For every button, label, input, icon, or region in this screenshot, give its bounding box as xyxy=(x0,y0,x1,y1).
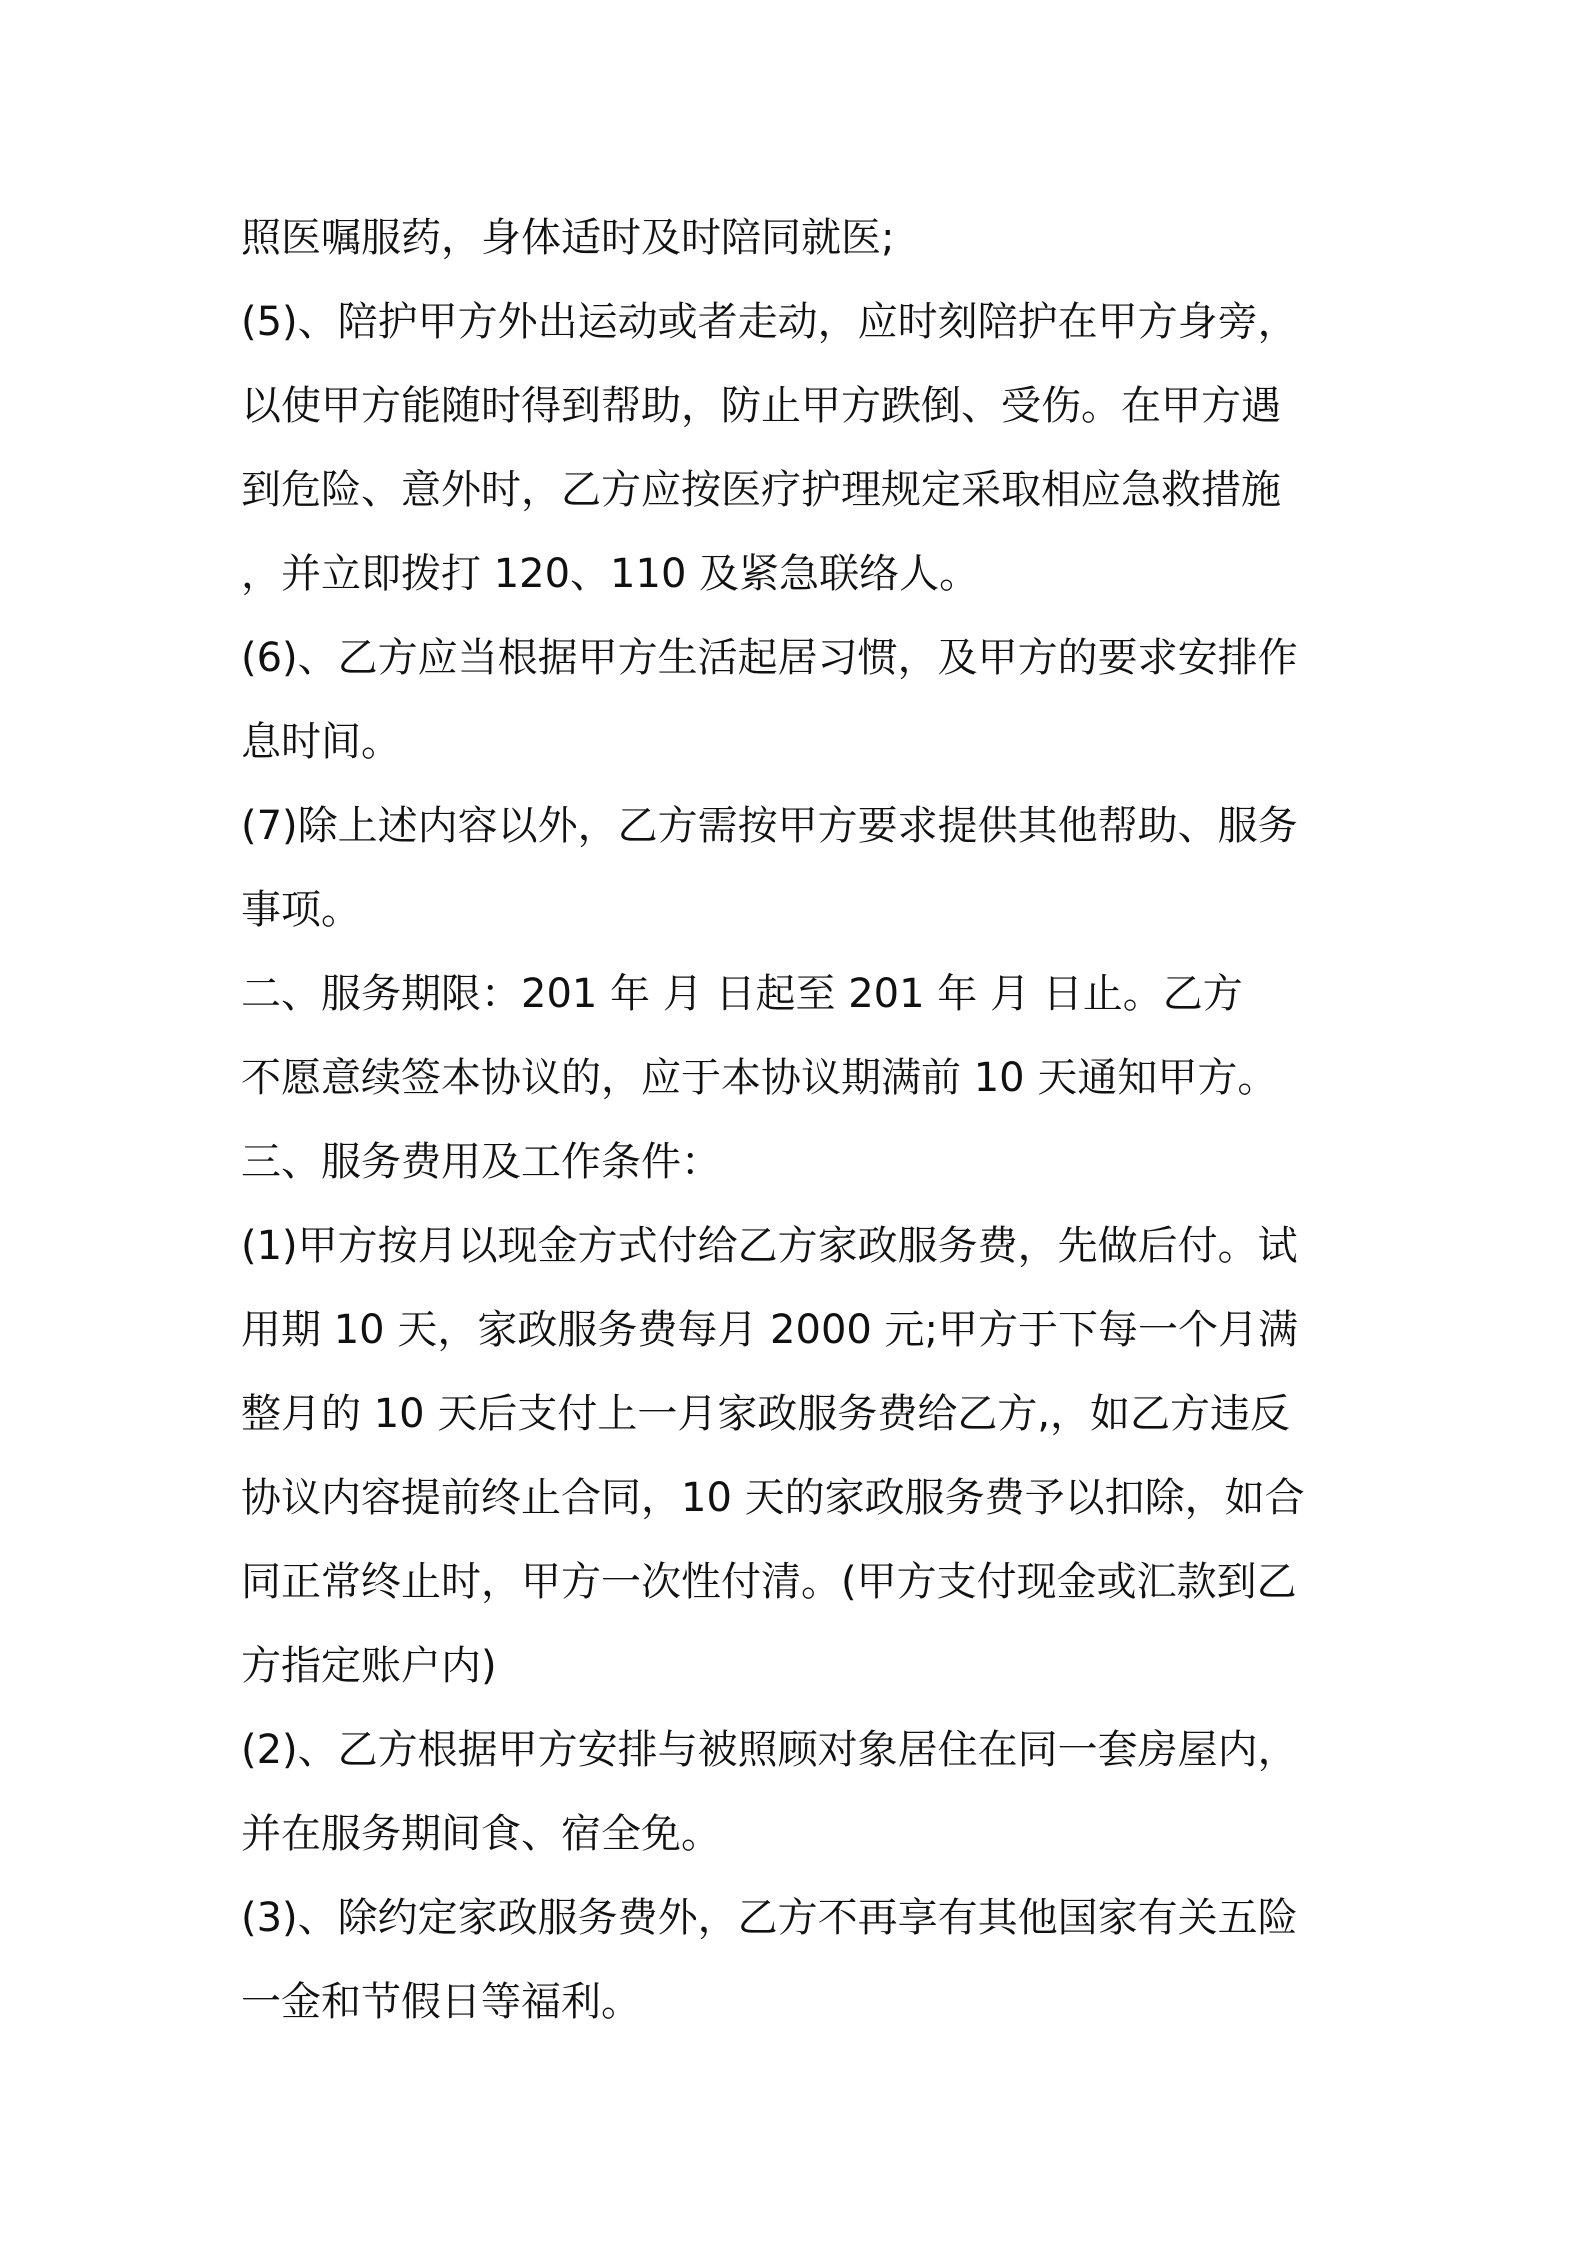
text-line: (7)除上述内容以外，乙方需按甲方要求提供其他帮助、服务 xyxy=(241,803,1298,849)
text-line: 照医嘱服药，身体适时及时陪同就医; xyxy=(241,215,895,261)
text-line: (5)、陪护甲方外出运动或者走动，应时刻陪护在甲方身旁， xyxy=(241,299,1298,345)
text-line: (3)、除约定家政服务费外，乙方不再享有其他国家有关五险 xyxy=(241,1895,1298,1941)
text-line: 到危险、意外时，乙方应按医疗护理规定采取相应急救措施 xyxy=(241,467,1281,513)
text-line: 不愿意续签本协议的，应于本协议期满前 10 天通知甲方。 xyxy=(241,1055,1278,1101)
text-line: 一金和节假日等福利。 xyxy=(241,1979,641,2025)
text-line: (6)、乙方应当根据甲方生活起居习惯，及甲方的要求安排作 xyxy=(241,635,1298,681)
text-line: 整月的 10 天后支付上一月家政服务费给乙方,，如乙方违反 xyxy=(241,1391,1291,1437)
text-line: 协议内容提前终止合同，10 天的家政服务费予以扣除，如合 xyxy=(241,1475,1305,1521)
text-line: 二、服务期限：201 年 月 日起至 201 年 月 日止。乙方 xyxy=(241,971,1243,1017)
text-line: ，并立即拨打 120、110 及紧急联络人。 xyxy=(241,551,980,597)
text-line: 并在服务期间食、宿全免。 xyxy=(241,1811,721,1857)
text-line: 方指定账户内) xyxy=(241,1643,497,1689)
text-line: 息时间。 xyxy=(241,719,401,765)
document-body xyxy=(241,196,1351,2044)
text-line: 三、服务费用及工作条件： xyxy=(241,1139,721,1185)
text-line: 以使甲方能随时得到帮助，防止甲方跌倒、受伤。在甲方遇 xyxy=(241,383,1281,429)
text-line: (1)甲方按月以现金方式付给乙方家政服务费，先做后付。试 xyxy=(241,1223,1298,1269)
text-line: 用期 10 天，家政服务费每月 2000 元;甲方于下每一个月满 xyxy=(241,1307,1299,1353)
text-line: (2)、乙方根据甲方安排与被照顾对象居住在同一套房屋内， xyxy=(241,1727,1298,1773)
text-line: 同正常终止时，甲方一次性付清。(甲方支付现金或汇款到乙 xyxy=(241,1559,1297,1605)
text-line: 事项。 xyxy=(241,887,361,933)
